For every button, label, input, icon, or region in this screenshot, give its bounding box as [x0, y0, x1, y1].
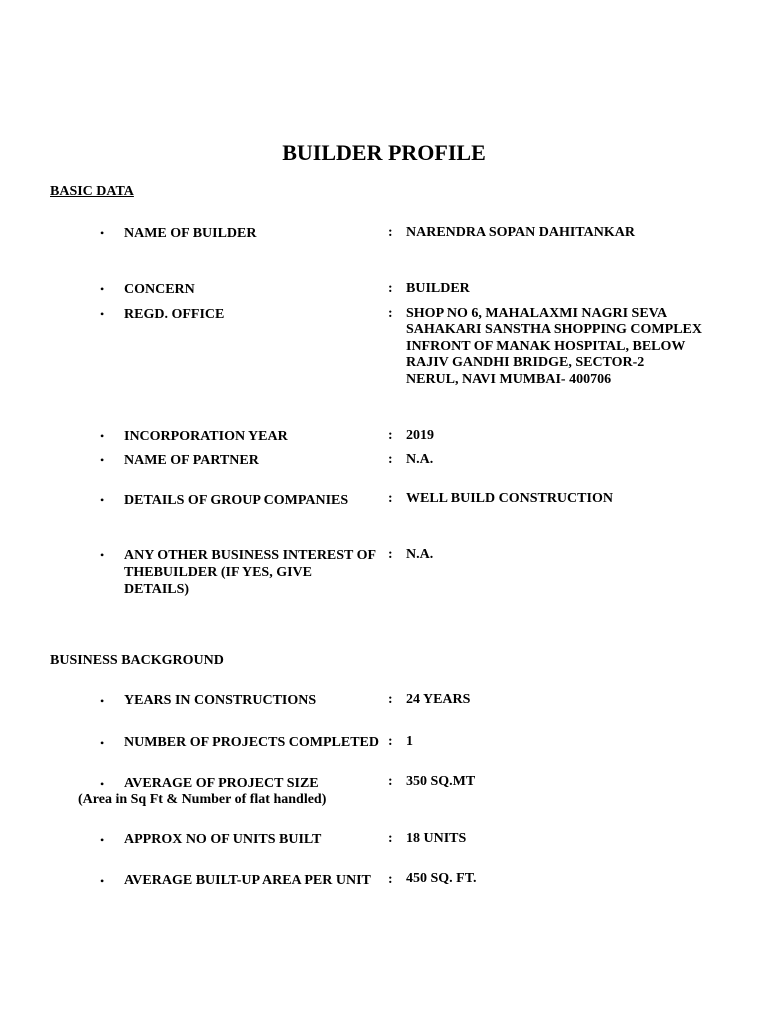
bullet-icon: •	[100, 548, 105, 562]
bullet-icon: •	[100, 493, 105, 507]
bullet-icon: •	[100, 307, 105, 321]
row-label-other-business-line-3: DETAILS)	[124, 582, 190, 597]
row-label-average-project-size: AVERAGE OF PROJECT SIZE	[124, 776, 319, 791]
separator: :	[388, 547, 393, 562]
section-heading-business-background: BUSINESS BACKGROUND	[50, 653, 224, 668]
row-value-other-business: N.A.	[406, 547, 434, 562]
bullet-icon: •	[100, 694, 105, 708]
row-value-projects-completed: 1	[406, 734, 413, 749]
bullet-icon: •	[100, 874, 105, 888]
page-title: BUILDER PROFILE	[282, 140, 486, 165]
row-value-builtup-area: 450 SQ. FT.	[406, 871, 477, 886]
separator: :	[388, 225, 393, 240]
row-value-incorporation-year: 2019	[406, 428, 434, 443]
row-value-group-companies: WELL BUILD CONSTRUCTION	[406, 491, 613, 506]
bullet-icon: •	[100, 226, 105, 240]
row-label-other-business-line-1: ANY OTHER BUSINESS INTEREST OF	[124, 548, 377, 563]
separator: :	[388, 734, 393, 749]
bullet-icon: •	[100, 282, 105, 296]
row-label-other-business-line-2: THEBUILDER (IF YES, GIVE	[124, 565, 313, 580]
separator: :	[388, 774, 393, 789]
row-value-regd-office-line-1: SHOP NO 6, MAHALAXMI NAGRI SEVA	[406, 306, 668, 321]
row-value-units-built: 18 UNITS	[406, 831, 467, 846]
row-value-years-in-construction: 24 YEARS	[406, 692, 471, 707]
row-label-builtup-area: AVERAGE BUILT-UP AREA PER UNIT	[124, 873, 371, 888]
row-value-name-of-partner: N.A.	[406, 452, 434, 467]
row-value-name-of-builder: NARENDRA SOPAN DAHITANKAR	[406, 225, 635, 240]
row-label-concern: CONCERN	[124, 282, 195, 297]
separator: :	[388, 306, 393, 321]
bullet-icon: •	[100, 429, 105, 443]
separator: :	[388, 872, 393, 887]
row-value-concern: BUILDER	[406, 281, 470, 296]
row-label-units-built: APPROX NO OF UNITS BUILT	[124, 832, 322, 847]
separator: :	[388, 452, 393, 467]
row-value-average-project-size: 350 SQ.MT	[406, 774, 476, 789]
row-label-group-companies: DETAILS OF GROUP COMPANIES	[124, 493, 349, 508]
row-label-regd-office: REGD. OFFICE	[124, 307, 225, 322]
row-value-regd-office-line-4: RAJIV GANDHI BRIDGE, SECTOR-2	[406, 355, 645, 370]
row-label-name-of-partner: NAME OF PARTNER	[124, 453, 259, 468]
bullet-icon: •	[100, 833, 105, 847]
separator: :	[388, 428, 393, 443]
bullet-icon: •	[100, 453, 105, 467]
row-label-projects-completed: NUMBER OF PROJECTS COMPLETED	[124, 735, 379, 750]
row-label-name-of-builder: NAME OF BUILDER	[124, 226, 257, 241]
row-value-regd-office-line-3: INFRONT OF MANAK HOSPITAL, BELOW	[406, 339, 686, 354]
bullet-icon: •	[100, 777, 105, 791]
row-value-regd-office-line-5: NERUL, NAVI MUMBAI- 400706	[406, 372, 612, 387]
row-label-years-in-construction: YEARS IN CONSTRUCTIONS	[124, 693, 317, 708]
separator: :	[388, 281, 393, 296]
row-value-regd-office-line-2: SAHAKARI SANSTHA SHOPPING COMPLEX	[406, 322, 702, 337]
section-heading-basic-data: BASIC DATA	[50, 184, 134, 199]
row-label-incorporation-year: INCORPORATION YEAR	[124, 429, 288, 444]
separator: :	[388, 692, 393, 707]
separator: :	[388, 831, 393, 846]
separator: :	[388, 491, 393, 506]
row-note-average-project-size: (Area in Sq Ft & Number of flat handled)	[78, 792, 327, 807]
bullet-icon: •	[100, 736, 105, 750]
